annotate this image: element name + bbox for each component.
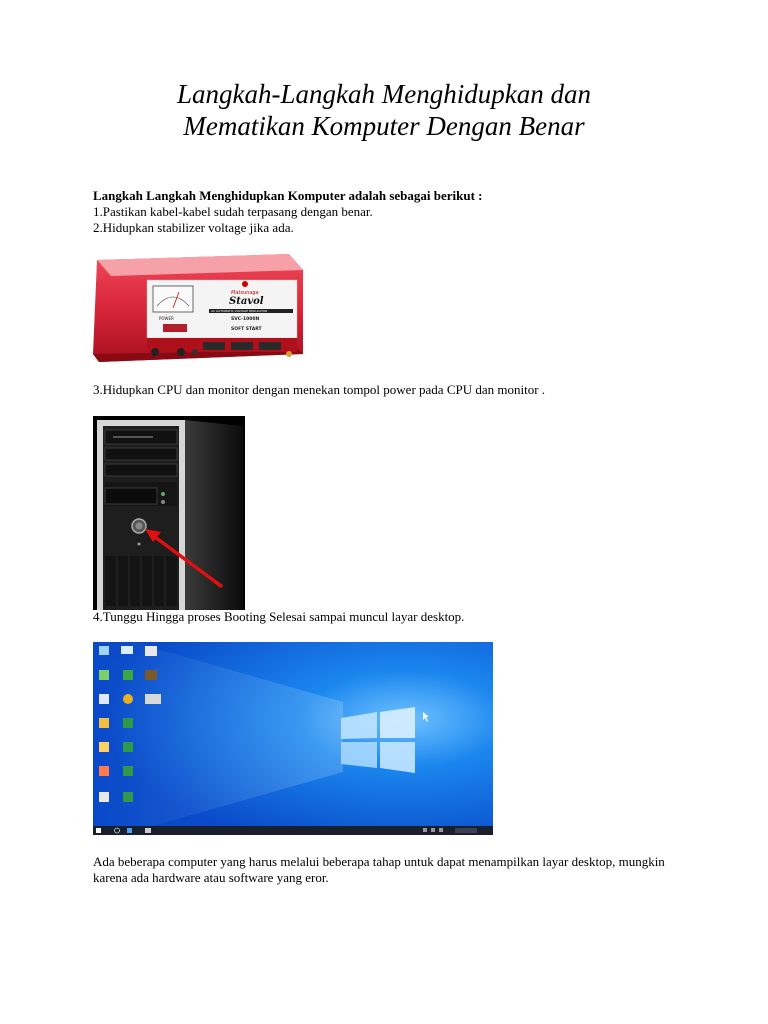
model-name: Stavol — [229, 296, 264, 307]
model-number: SVC-1000N — [231, 317, 260, 322]
step-2: 2.Hidupkan stabilizer voltage jika ada. — [93, 220, 294, 235]
document-title — [0, 78, 768, 142]
intro-heading: Langkah Langkah Menghidupkan Komputer adalah sebagai berikut : — [93, 188, 483, 203]
camera-icon[interactable] — [145, 828, 151, 833]
closing-paragraph: Ada beberapa computer yang harus melalui beberapa tahap untuk dapat menampilkan layar desktop, mungkin karena ada hardware atau software yang eror. — [93, 854, 665, 885]
stabilizer-image — [93, 254, 305, 369]
edge-icon[interactable] — [127, 828, 132, 833]
title-line-2: Mematikan Komputer Dengan Benar — [183, 111, 585, 141]
power-label: POWER — [159, 316, 174, 321]
clock[interactable] — [455, 828, 477, 833]
desktop-screenshot-image — [93, 642, 493, 835]
title-line-1: Langkah-Langkah Menghidupkan dan — [177, 79, 591, 109]
subtitle-text: AC AUTOMATIC VOLTAGE REGULATOR — [211, 309, 268, 313]
step-1: 1.Pastikan kabel-kabel sudah terpasang dengan benar. — [93, 204, 373, 219]
step-4: 4.Tunggu Hingga proses Booting Selesai sampai muncul layar desktop. — [93, 609, 465, 624]
step-3: 3.Hidupkan CPU dan monitor dengan menekan tompol power pada CPU dan monitor . — [93, 382, 546, 397]
brand-logo-text: Matsunaga — [231, 290, 259, 296]
soft-start-label: SOFT START — [231, 327, 262, 332]
start-button-icon[interactable] — [96, 828, 101, 833]
cpu-tower-image — [93, 416, 245, 610]
